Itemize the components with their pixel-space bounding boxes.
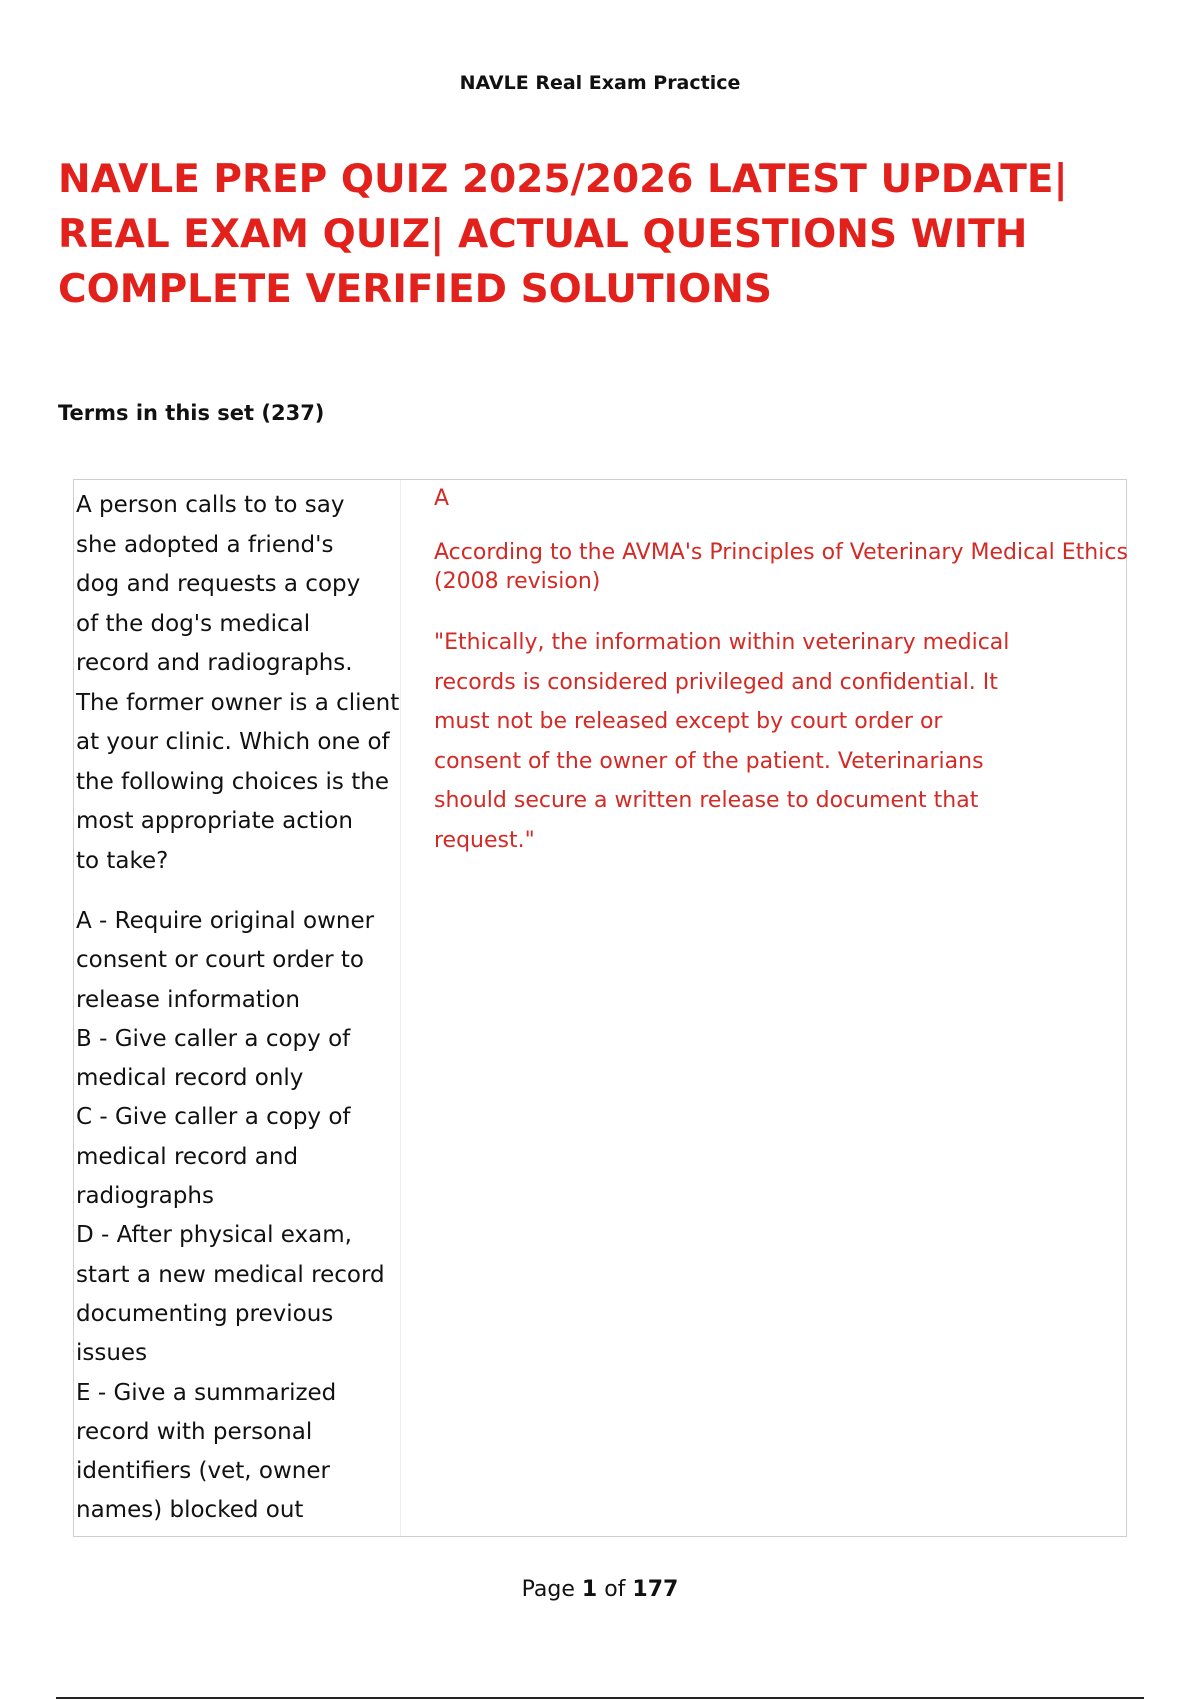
option-line: A - Require original owner: [76, 908, 375, 934]
question-line: dog and requests a copy: [76, 571, 361, 597]
question-line: The former owner is a client: [76, 689, 400, 716]
quote-line: "Ethically, the information within veterinary medical: [434, 630, 1010, 655]
question-line: to take?: [76, 847, 169, 874]
quote-line: request.": [434, 827, 535, 853]
reference-line: (2008 revision): [434, 569, 601, 594]
question-line: at your clinic. Which one of: [76, 729, 390, 755]
option-line: release information: [76, 986, 300, 1013]
ethics-reference: [434, 538, 1128, 596]
question-line: record and radiographs.: [76, 650, 353, 676]
title-line: REAL EXAM QUIZ| ACTUAL QUESTIONS WITH: [58, 212, 1028, 257]
total-pages: 177: [632, 1577, 679, 1602]
option-line: documenting previous: [76, 1300, 334, 1327]
option-line: C - Give caller a copy of: [76, 1104, 351, 1131]
option-line: start a new medical record: [76, 1261, 385, 1288]
document-title: [58, 152, 1118, 317]
option-line: record with personal: [76, 1418, 313, 1445]
option-line: D - After physical exam,: [76, 1222, 352, 1249]
title-line: COMPLETE VERIFIED SOLUTIONS: [58, 267, 772, 312]
running-header: NAVLE Real Exam Practice: [459, 72, 741, 94]
option-line: identifiers (vet, owner: [76, 1458, 330, 1485]
flashcard-table: [73, 479, 1127, 1537]
reference-line: According to the AVMA's Principles of Veterinary Medical Ethics: [434, 540, 1128, 565]
current-page: 1: [581, 1577, 598, 1602]
option-line: names) blocked out: [76, 1497, 304, 1524]
question-line: A person calls to to say: [76, 492, 345, 518]
option-line: consent or court order to: [76, 947, 364, 974]
quote-line: must not be released except by court order or: [434, 709, 943, 735]
ethics-quote: [434, 623, 1124, 861]
of-word: of: [604, 1577, 626, 1602]
option-line: medical record only: [76, 1065, 304, 1092]
footer-divider: [56, 1697, 1144, 1699]
question-line: the following choices is the: [76, 768, 389, 795]
quote-line: should secure a written release to document that: [434, 788, 979, 814]
answer-options: [76, 902, 400, 1531]
term-column: [74, 480, 401, 1536]
correct-answer: A: [434, 486, 450, 511]
quote-line: records is considered privileged and confidential. It: [434, 669, 998, 695]
page-word: Page: [521, 1577, 575, 1602]
question-line: most appropriate action: [76, 808, 353, 834]
page-number: [0, 1577, 1200, 1602]
title-line: NAVLE PREP QUIZ 2025/2026 LATEST UPDATE|: [58, 157, 1068, 202]
option-line: medical record and: [76, 1143, 299, 1170]
option-line: radiographs: [76, 1183, 214, 1210]
option-line: issues: [76, 1340, 148, 1367]
question-line: she adopted a friend's: [76, 531, 334, 558]
option-line: E - Give a summarized: [76, 1379, 337, 1406]
question-text: [76, 486, 400, 881]
quote-line: consent of the owner of the patient. Veterinarians: [434, 748, 984, 774]
question-line: of the dog's medical: [76, 610, 311, 637]
terms-count-heading: Terms in this set (237): [58, 401, 325, 425]
option-line: B - Give caller a copy of: [76, 1025, 351, 1052]
definition-column: [434, 480, 1128, 1540]
